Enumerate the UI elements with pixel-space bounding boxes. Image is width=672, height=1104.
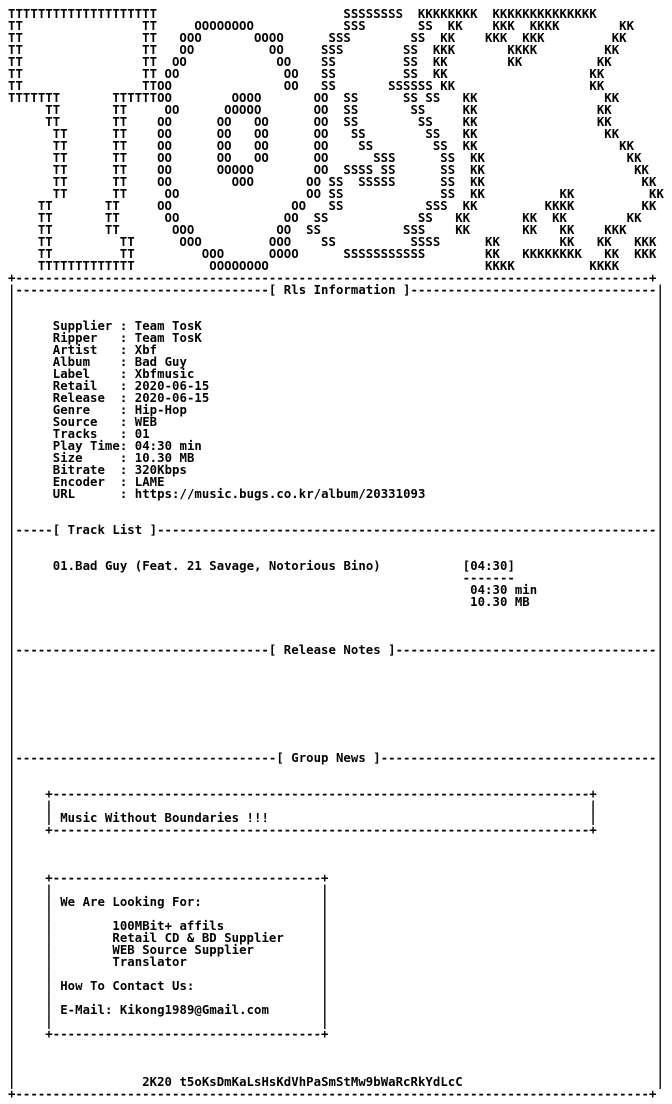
looking-for-item: Retail CD & BD Supplier [112,931,284,945]
release-info-value: 04:30 min [134,439,202,453]
footer-signature: 2K20 t5oKsDmKaLsHsKdVhPaSmStMw9bWaRcRkYdLcC [142,1075,463,1089]
total-divider: ------- [462,571,515,585]
release-info-value: 01 [134,427,150,441]
bottom-border: +-------------------------------------------------------------------------------------+ [8,1087,657,1101]
looking-for-item: Translator [112,955,187,969]
top-border: +-------------------------------------------------------------------------------------+ [8,271,657,285]
release-info-label: Label [52,367,120,381]
release-info-label: Encoder [52,475,120,489]
release-info-value: LAME [134,475,165,489]
release-info-value: WEB [134,415,158,429]
release-info-label: Source [52,415,120,429]
release-info-value: 320Kbps [134,463,187,477]
rls-information-heading: [ Rls Information ] [268,283,411,297]
release-info-value: Team TosK [134,331,202,345]
release-info-label: Genre [52,403,120,417]
release-info-value: Bad Guy [134,355,187,369]
release-info-label: Supplier [52,319,120,333]
looking-for-heading: We Are Looking For: [60,895,202,909]
release-info-label: Play Time [52,439,120,453]
total-size: 10.30 MB [470,595,530,609]
track-title: Bad Guy (Feat. 21 Savage, Notorious Bino) [75,559,381,573]
contact-heading: How To Contact Us: [60,979,195,993]
tosk-ascii-logo: TTTTTTTTTTTTTTTTTTTT SSSSSSSS KKKKKKKK KKKKKKKKKKKKKK TT TT OOOOOOOO SSS SS KK KKK KKKK KK TT TT OOO OOOO SSS SS KK KKK KKK KK TT TT OO OO SSS SS KKK KKKK KK TT TT OO OO SS SS KK KK KK TT TT OO OO SS SS KK KK TT TTOO OO SS SSSSSS KK KK TTTTTTT TTTTTTOO OOOO OO SS SS SS KK KK TT TT OO OOOOO OO SS SS KK KK TT TT OO OO OO OO SS SS KK KK TT TT OO OO OO OO SS SS KK KK TT TT OO OO OO OO SS SS KK KK TT TT OO OO OO OO SSS SS KK KK TT TT OO OOOOO OO SSSS SS SS KK KK TT TT OO OOO OO SS SSSSS SS KK KK TT TT OO OO SS SS KK KK KK TT TT OO OO SS SSS KK KKKK KK TT TT OO OO SS SS KK KK KK KK TT TT OOO OO SS SSS KK KK KK KKK TT TT OOO OOO SS SSSS KK KK KK KKK TT TT OOO OOOO SSSSSSSSSSS KK KKKKKKKK KK KKK TTTTTTTTTTTTT OOOOOOOO KKKK KKKK [8,7,664,273]
release-info-value: Hip-Hop [134,403,187,417]
track-list-heading: [ Track List ] [52,523,158,537]
release-info-value[interactable]: https://music.bugs.co.kr/album/20331093 [134,487,426,501]
release-info-label: Ripper [52,331,120,345]
release-info-label: Artist [52,343,120,357]
release-info-value: Xbfmusic [134,367,195,381]
release-info-value: 2020-06-15 [134,391,210,405]
email-label: E-Mail: [60,1003,113,1017]
group-news-heading: [ Group News ] [276,751,381,765]
release-info-label: Retail [52,379,120,393]
release-info-label: URL [52,487,120,501]
release-info-label: Bitrate [52,463,120,477]
track-number: 01 [52,559,68,573]
total-play-time: 04:30 min [470,583,538,597]
release-info-label: Release [52,391,120,405]
group-slogan: Music Without Boundaries !!! [60,811,269,825]
release-info-label: Album [52,355,120,369]
release-info-value: 2020-06-15 [134,379,210,393]
release-notes-heading: [ Release Notes ] [268,643,396,657]
release-info-label: Tracks [52,427,120,441]
track-duration: [04:30] [462,559,515,573]
release-info-value: Xbf [134,343,158,357]
release-info-value: Team TosK [134,319,202,333]
nfo-document: TTTTTTTTTTTTTTTTTTTT SSSSSSSS KKKKKKKK KKKKKKKKKKKKKK TT TT OOOOOOOO SSS SS KK KKK KKKK KK TT TT OOO OOOO SSS SS KK KKK KKK KK TT TT OO OO SSS SS KKK KKKK KK TT TT OO OO SS SS KK KK KK TT TT OO OO SS SS KK KK TT TTOO OO SS SSSSSS KK KK TTTTTTT TTTTTTOO OOOO OO SS SS SS KK KK TT TT OO OOOOO OO SS SS KK KK TT TT OO OO OO OO SS SS KK KK TT TT OO OO OO OO SS SS KK KK TT TT OO OO OO OO SS SS KK KK TT TT OO OO OO OO SSS SS KK KK TT TT OO OOOOO OO SSSS SS SS KK KK TT TT OO OOO OO SS SSSSS SS KK KK TT TT OO OO SS SS KK KK KK TT TT OO OO SS SSS KK KKKK KK TT TT OO OO SS SS KK KK KK KK TT TT OOO OO SS SSS KK KK KK KKK TT TT OOO OOO SS SSSS KK KK KK KKK TT TT OOO OOOO SSSSSSSSSSS KK KKKKKKKK KK KKK TTTTTTTTTTTTT OOOOOOOO KKKK KKKK +-------------------------------------------------------------------------------------+ |----------------------------------[ Rls Information ]---------------------------------| | | | | | Supplier : Team TosK | | Ripper : Team TosK | | Artist : Xbf | | Album : Bad Guy | | Label : Xbfmusic | | Retail : 2020-06-15 | | Release : 2020-06-15 | | Genre : Hip-Hop | | Source : WEB | | Tracks : 01 | | Play Time: 04:30 min | | Size : 10.30 MB | | Bitrate : 320Kbps | | Encoder : LAME | | URL : https://music.bugs.co.kr/album/20331093 | | | | | |-----[ Track List ]-------------------------------------------------------------------| | | | | | 01.Bad Guy (Feat. 21 Savage, Notorious Bino) [04:30] | | ------- | | 04:30 min | | 10.30 MB | | | | | | | |----------------------------------[ Release Notes ]-----------------------------------| | | | | | | | | | | | | | | | | |-----------------------------------[ Group News ]-------------------------------------| | | | | | +------------------------------------------------------------------------+ | | | | | | | Music Without Boundaries !!! | | | +------------------------------------------------------------------------+ | | | | | | | | +------------------------------------+ | | | | | | | We Are Looking For: | | | | | | | | 100MBit+ affils | | | | Retail CD & BD Supplier | | | | WEB Source Supplier | | | | Translator | | | | | | | | How To Contact Us: | | | | | | | | E-Mail: Kikong1989@Gmail.com | | | | | | | +------------------------------------+ | | | | | | | | 2K20 t5oKsDmKaLsHsKdVhPaSmStMw9bWaRcRkYdLcC | +-------------------------------------------------------------------------------------+ [8,7,665,1101]
release-info-label: Size [52,451,120,465]
looking-for-item: 100MBit+ affils [112,919,225,933]
release-info-value: 10.30 MB [134,451,195,465]
looking-for-item: WEB Source Supplier [112,943,255,957]
contact-email[interactable]: Kikong1989@Gmail.com [119,1003,269,1017]
